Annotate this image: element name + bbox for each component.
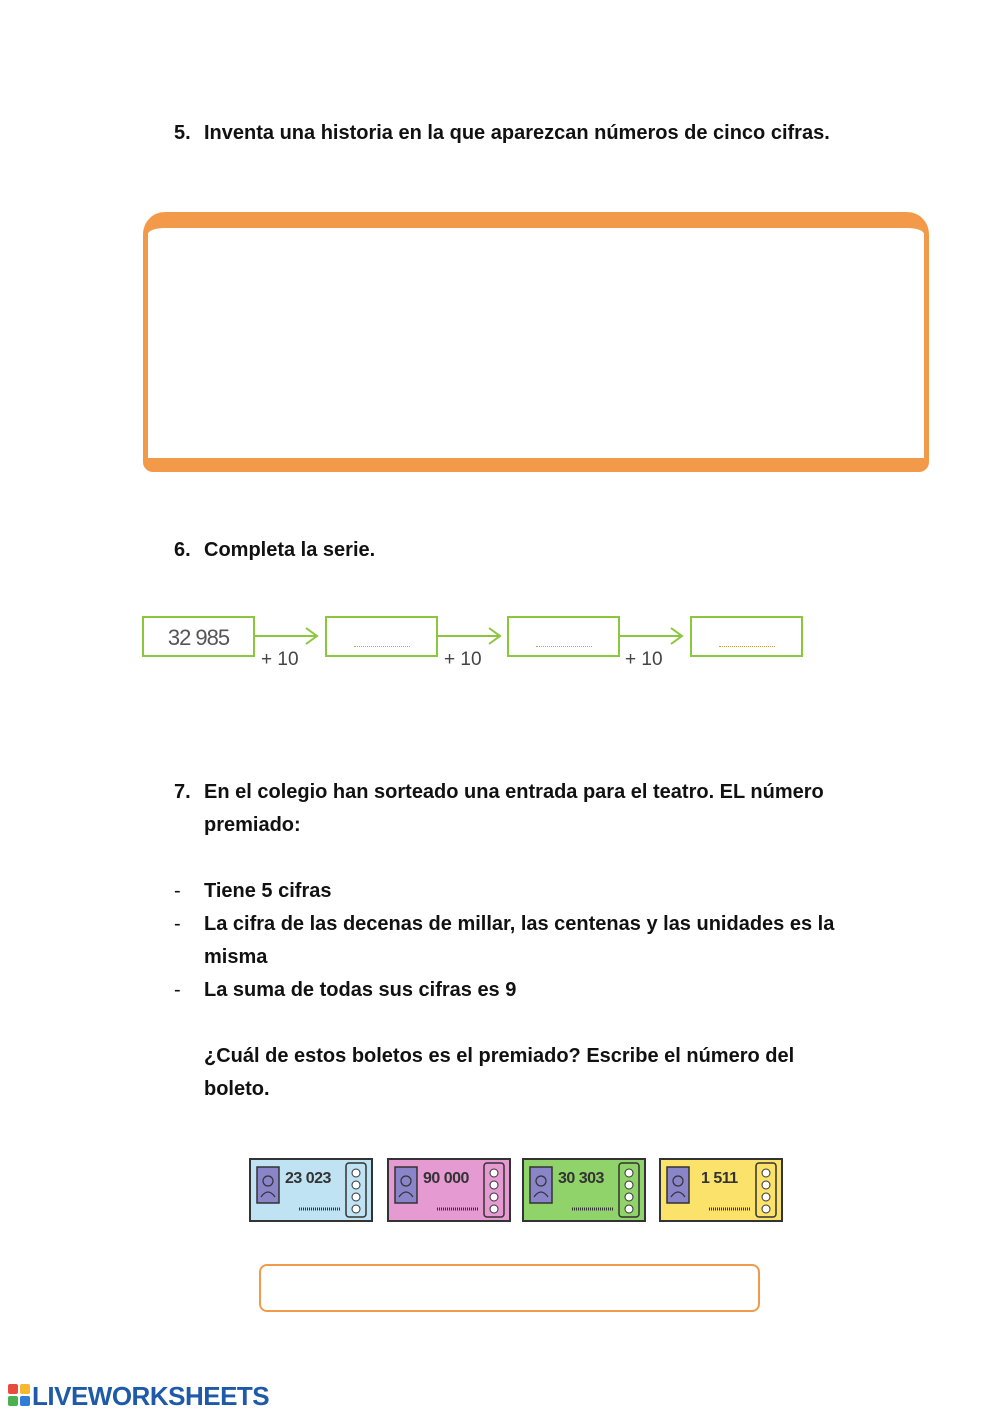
question-6-text: Completa la serie. (204, 539, 376, 561)
series-start-value: 32 985 (167, 625, 230, 650)
ticket-3 (522, 1157, 646, 1223)
ticket-shape (659, 1157, 783, 1223)
arrow-right-icon (437, 626, 503, 646)
series-blank-1[interactable] (325, 616, 438, 657)
question-7-text-line1: En el colegio han sorteado una entrada para el teatro. EL número (204, 781, 824, 803)
question-5-number: 5. (174, 122, 191, 144)
arrow-right-icon (254, 626, 320, 646)
ticket-shape (249, 1157, 373, 1223)
logo-grid-icon (8, 1384, 30, 1406)
ticket-3-number: 30 303 (558, 1170, 604, 1187)
series-blank-2-input[interactable] (509, 618, 622, 657)
logo-text: LIVEWORKSHEETS (32, 1381, 270, 1411)
ticket-2 (387, 1157, 511, 1223)
list-item-text: La cifra de las decenas de millar, las centenas y las unidades es la (204, 913, 835, 935)
ticket-4 (659, 1157, 783, 1223)
question-6-number: 6. (174, 539, 191, 561)
ticket-answer-input[interactable] (261, 1266, 758, 1310)
question-5-text: Inventa una historia en la que aparezcan números de cinco cifras. (204, 122, 830, 144)
series-start-box (142, 616, 255, 657)
list-item-text: misma (204, 946, 268, 968)
ticket-shape (522, 1157, 646, 1223)
ticket-2-number: 90 000 (423, 1170, 469, 1187)
ticket-4-number: 1 511 (701, 1170, 738, 1187)
series-step-label: + 10 (625, 649, 663, 670)
question-7 (174, 776, 874, 846)
ticket-shape (387, 1157, 511, 1223)
question-7-number: 7. (174, 781, 191, 803)
series-blank-3-input[interactable] (692, 618, 805, 657)
list-item-text: La suma de todas sus cifras es 9 (204, 979, 517, 1001)
question-7-prompt-line2: boleto. (204, 1078, 270, 1100)
series-step-label: + 10 (261, 649, 299, 670)
ticket-answer-box[interactable] (259, 1264, 760, 1312)
ticket-1-number: 23 023 (285, 1170, 331, 1187)
series-blank-3[interactable] (690, 616, 803, 657)
story-answer-box[interactable] (143, 212, 929, 472)
arrow-right-icon (619, 626, 685, 646)
series-blank-1-input[interactable] (327, 618, 440, 657)
story-answer-input[interactable] (148, 228, 924, 458)
question-7-prompt-line1: ¿Cuál de estos boletos es el premiado? Escribe el número del (204, 1045, 795, 1067)
question-7-text-line2: premiado: (204, 814, 301, 836)
list-item-text: Tiene 5 cifras (204, 880, 332, 902)
series-step-label: + 10 (444, 649, 482, 670)
ticket-1 (249, 1157, 373, 1223)
series-blank-2[interactable] (507, 616, 620, 657)
